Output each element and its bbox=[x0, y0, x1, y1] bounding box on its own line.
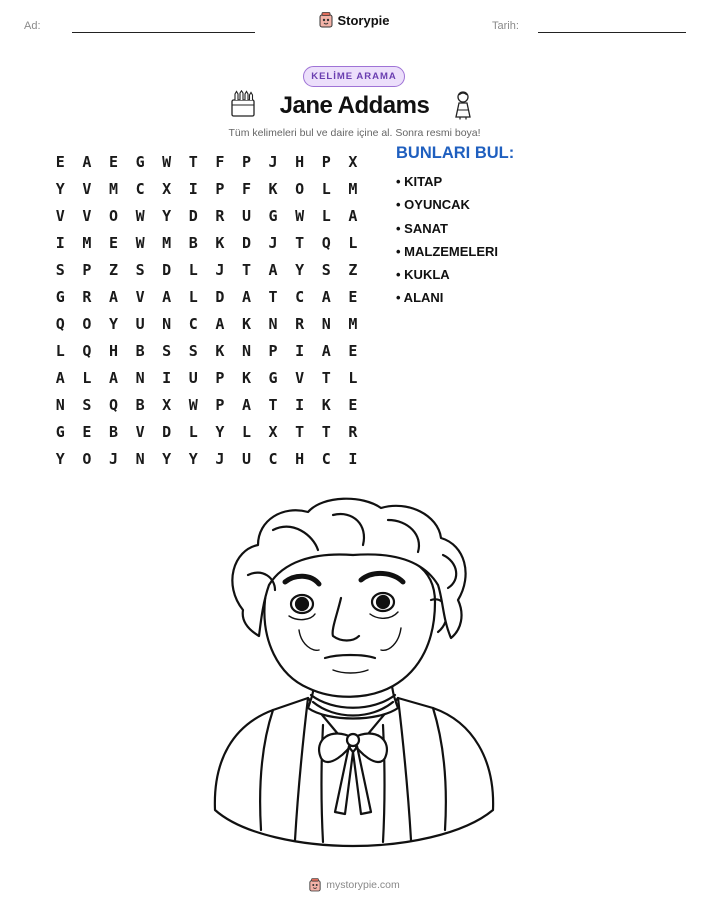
word-item: • SANAT bbox=[396, 220, 448, 236]
grid-cell[interactable]: T bbox=[321, 368, 331, 387]
grid-cell[interactable]: V bbox=[82, 206, 92, 225]
grid-cell[interactable]: E bbox=[348, 287, 358, 306]
grid-cell[interactable]: K bbox=[215, 233, 225, 252]
grid-cell[interactable]: U bbox=[135, 314, 145, 333]
grid-cell[interactable]: V bbox=[295, 368, 305, 387]
word-search-grid bbox=[47, 148, 366, 472]
grid-cell[interactable]: X bbox=[268, 422, 278, 441]
grid-cell[interactable]: L bbox=[188, 287, 198, 306]
grid-cell[interactable]: A bbox=[321, 341, 331, 360]
grid-cell[interactable]: W bbox=[162, 152, 172, 171]
storypie-logo-icon bbox=[319, 12, 333, 28]
brand bbox=[0, 12, 709, 33]
grid-row bbox=[47, 445, 366, 472]
grid-cell[interactable]: I bbox=[295, 341, 305, 360]
grid-cell[interactable]: R bbox=[82, 287, 92, 306]
grid-row bbox=[47, 283, 366, 310]
grid-cell[interactable]: E bbox=[108, 233, 118, 252]
grid-cell[interactable]: E bbox=[82, 422, 92, 441]
grid-row bbox=[47, 175, 366, 202]
grid-cell[interactable]: L bbox=[188, 260, 198, 279]
grid-row bbox=[47, 256, 366, 283]
grid-cell[interactable]: L bbox=[348, 368, 358, 387]
grid-cell[interactable]: K bbox=[241, 314, 251, 333]
grid-cell[interactable]: D bbox=[215, 287, 225, 306]
grid-cell[interactable]: D bbox=[241, 233, 251, 252]
grid-cell[interactable]: T bbox=[268, 287, 278, 306]
grid-cell[interactable]: O bbox=[295, 179, 305, 198]
grid-cell[interactable]: A bbox=[55, 368, 65, 387]
grid-cell[interactable]: L bbox=[82, 368, 92, 387]
grid-cell[interactable]: H bbox=[295, 152, 305, 171]
grid-row bbox=[47, 148, 366, 175]
grid-cell[interactable]: L bbox=[321, 206, 331, 225]
grid-cell[interactable]: X bbox=[348, 152, 358, 171]
grid-cell[interactable]: X bbox=[162, 179, 172, 198]
grid-cell[interactable]: Y bbox=[162, 206, 172, 225]
grid-cell[interactable]: W bbox=[188, 395, 198, 414]
grid-cell[interactable]: A bbox=[82, 152, 92, 171]
storypie-logo-icon bbox=[309, 878, 321, 892]
grid-cell[interactable]: P bbox=[82, 260, 92, 279]
grid-cell[interactable]: P bbox=[268, 341, 278, 360]
grid-cell[interactable]: B bbox=[108, 422, 118, 441]
doll-icon bbox=[453, 90, 473, 120]
grid-cell[interactable]: U bbox=[241, 206, 251, 225]
grid-cell[interactable]: Q bbox=[55, 314, 65, 333]
grid-cell[interactable]: L bbox=[55, 341, 65, 360]
grid-cell[interactable]: C bbox=[295, 287, 305, 306]
grid-cell[interactable]: L bbox=[188, 422, 198, 441]
grid-cell[interactable]: T bbox=[241, 260, 251, 279]
grid-cell[interactable]: A bbox=[348, 206, 358, 225]
grid-cell[interactable]: P bbox=[321, 152, 331, 171]
footer-url: mystorypie.com bbox=[326, 879, 400, 891]
grid-cell[interactable]: S bbox=[321, 260, 331, 279]
grid-cell[interactable]: M bbox=[348, 314, 358, 333]
grid-cell[interactable]: G bbox=[268, 368, 278, 387]
word-item: • OYUNCAK bbox=[396, 197, 470, 213]
grid-row bbox=[47, 364, 366, 391]
grid-cell[interactable]: Q bbox=[82, 341, 92, 360]
grid-cell[interactable]: K bbox=[321, 395, 331, 414]
grid-cell[interactable]: B bbox=[188, 233, 198, 252]
grid-cell[interactable]: B bbox=[135, 395, 145, 414]
page-title: Jane Addams bbox=[279, 92, 430, 119]
grid-cell[interactable]: K bbox=[241, 368, 251, 387]
grid-cell[interactable]: I bbox=[348, 449, 358, 468]
grid-cell[interactable]: N bbox=[321, 314, 331, 333]
grid-cell[interactable]: T bbox=[321, 422, 331, 441]
grid-cell[interactable]: T bbox=[188, 152, 198, 171]
grid-cell[interactable]: P bbox=[241, 152, 251, 171]
word-item: • KUKLA bbox=[396, 267, 450, 283]
grid-cell[interactable]: J bbox=[215, 449, 225, 468]
date-line bbox=[538, 32, 686, 33]
grid-cell[interactable]: G bbox=[135, 152, 145, 171]
grid-cell[interactable]: E bbox=[108, 152, 118, 171]
grid-cell[interactable]: D bbox=[162, 422, 172, 441]
grid-row bbox=[47, 391, 366, 418]
grid-cell[interactable]: V bbox=[82, 179, 92, 198]
grid-cell[interactable]: L bbox=[348, 233, 358, 252]
grid-cell[interactable]: S bbox=[162, 341, 172, 360]
grid-cell[interactable]: J bbox=[268, 233, 278, 252]
grid-cell[interactable]: S bbox=[135, 260, 145, 279]
grid-cell[interactable]: B bbox=[135, 341, 145, 360]
grid-cell[interactable]: S bbox=[55, 260, 65, 279]
grid-cell[interactable]: H bbox=[108, 341, 118, 360]
grid-cell[interactable]: F bbox=[215, 152, 225, 171]
word-list-title: BUNLARI BUL: bbox=[396, 144, 515, 162]
grid-cell[interactable]: O bbox=[82, 449, 92, 468]
grid-cell[interactable]: Y bbox=[188, 449, 198, 468]
grid-cell[interactable]: C bbox=[188, 314, 198, 333]
grid-row bbox=[47, 418, 366, 445]
activity-badge: KELİME ARAMA bbox=[303, 66, 405, 87]
grid-cell[interactable]: Q bbox=[321, 233, 331, 252]
grid-cell[interactable]: M bbox=[82, 233, 92, 252]
grid-cell[interactable]: A bbox=[215, 314, 225, 333]
word-list bbox=[396, 170, 498, 310]
grid-cell[interactable]: N bbox=[55, 395, 65, 414]
grid-cell[interactable]: N bbox=[135, 368, 145, 387]
grid-cell[interactable]: Z bbox=[348, 260, 358, 279]
word-item: • ALANI bbox=[396, 290, 444, 306]
grid-row bbox=[47, 310, 366, 337]
grid-cell[interactable]: W bbox=[295, 206, 305, 225]
grid-cell[interactable]: Y bbox=[295, 260, 305, 279]
grid-row bbox=[47, 202, 366, 229]
grid-cell[interactable]: T bbox=[295, 422, 305, 441]
grid-cell[interactable]: V bbox=[135, 287, 145, 306]
grid-cell[interactable]: I bbox=[55, 233, 65, 252]
grid-cell[interactable]: G bbox=[55, 422, 65, 441]
grid-cell[interactable]: S bbox=[188, 341, 198, 360]
grid-cell[interactable]: P bbox=[215, 179, 225, 198]
grid-cell[interactable]: E bbox=[55, 152, 65, 171]
grid-cell[interactable]: F bbox=[241, 179, 251, 198]
grid-cell[interactable]: C bbox=[321, 449, 331, 468]
grid-cell[interactable]: W bbox=[135, 206, 145, 225]
grid-cell[interactable]: N bbox=[241, 341, 251, 360]
grid-cell[interactable]: Y bbox=[162, 449, 172, 468]
footer bbox=[0, 878, 709, 897]
grid-cell[interactable]: N bbox=[162, 314, 172, 333]
grid-cell[interactable]: I bbox=[188, 179, 198, 198]
grid-cell[interactable]: J bbox=[268, 152, 278, 171]
grid-cell[interactable]: D bbox=[188, 206, 198, 225]
grid-cell[interactable]: Z bbox=[108, 260, 118, 279]
instructions: Tüm kelimeleri bul ve daire içine al. Sonra resmi boya! bbox=[228, 127, 481, 139]
grid-cell[interactable]: V bbox=[135, 422, 145, 441]
grid-cell[interactable]: Y bbox=[108, 314, 118, 333]
grid-cell[interactable]: I bbox=[295, 395, 305, 414]
grid-cell[interactable]: U bbox=[241, 449, 251, 468]
brand-name: Storypie bbox=[337, 12, 390, 28]
grid-cell[interactable]: O bbox=[108, 206, 118, 225]
grid-cell[interactable]: S bbox=[82, 395, 92, 414]
grid-cell[interactable]: T bbox=[295, 233, 305, 252]
grid-cell[interactable]: Y bbox=[215, 422, 225, 441]
grid-cell[interactable]: T bbox=[268, 395, 278, 414]
coloring-portrait bbox=[203, 490, 503, 855]
grid-cell[interactable]: R bbox=[348, 422, 358, 441]
grid-cell[interactable]: M bbox=[108, 179, 118, 198]
grid-cell[interactable]: A bbox=[162, 287, 172, 306]
grid-cell[interactable]: A bbox=[108, 368, 118, 387]
grid-cell[interactable]: H bbox=[295, 449, 305, 468]
grid-cell[interactable]: J bbox=[108, 449, 118, 468]
grid-cell[interactable]: P bbox=[215, 395, 225, 414]
grid-cell[interactable]: R bbox=[215, 206, 225, 225]
grid-cell[interactable]: A bbox=[108, 287, 118, 306]
grid-cell[interactable]: L bbox=[241, 422, 251, 441]
word-item: • KITAP bbox=[396, 174, 443, 189]
grid-cell[interactable]: P bbox=[215, 368, 225, 387]
grid-cell[interactable]: L bbox=[321, 179, 331, 198]
grid-cell[interactable]: G bbox=[268, 206, 278, 225]
grid-cell[interactable]: A bbox=[241, 287, 251, 306]
grid-cell[interactable]: E bbox=[348, 341, 358, 360]
grid-cell[interactable]: K bbox=[268, 179, 278, 198]
grid-cell[interactable]: J bbox=[215, 260, 225, 279]
grid-row bbox=[47, 229, 366, 256]
grid-cell[interactable]: K bbox=[215, 341, 225, 360]
grid-cell[interactable]: W bbox=[135, 233, 145, 252]
grid-cell[interactable]: I bbox=[162, 368, 172, 387]
grid-cell[interactable]: Q bbox=[108, 395, 118, 414]
grid-cell[interactable]: A bbox=[241, 395, 251, 414]
grid-cell[interactable]: N bbox=[268, 314, 278, 333]
grid-cell[interactable]: Y bbox=[55, 449, 65, 468]
grid-row bbox=[47, 337, 366, 364]
date-label: Tarih: bbox=[492, 20, 519, 32]
grid-cell[interactable]: C bbox=[268, 449, 278, 468]
grid-cell[interactable]: A bbox=[268, 260, 278, 279]
grid-cell[interactable]: A bbox=[321, 287, 331, 306]
grid-cell[interactable]: V bbox=[55, 206, 65, 225]
grid-cell[interactable]: X bbox=[162, 395, 172, 414]
grid-cell[interactable]: O bbox=[82, 314, 92, 333]
grid-cell[interactable]: U bbox=[188, 368, 198, 387]
grid-cell[interactable]: M bbox=[162, 233, 172, 252]
grid-cell[interactable]: N bbox=[135, 449, 145, 468]
grid-cell[interactable]: D bbox=[162, 260, 172, 279]
grid-cell[interactable]: E bbox=[348, 395, 358, 414]
grid-cell[interactable]: M bbox=[348, 179, 358, 198]
word-item: • MALZEMELERI bbox=[396, 243, 499, 259]
grid-cell[interactable]: C bbox=[135, 179, 145, 198]
grid-cell[interactable]: G bbox=[55, 287, 65, 306]
grid-cell[interactable]: R bbox=[295, 314, 305, 333]
name-label: Ad: bbox=[24, 20, 41, 32]
grid-cell[interactable]: Y bbox=[55, 179, 65, 198]
